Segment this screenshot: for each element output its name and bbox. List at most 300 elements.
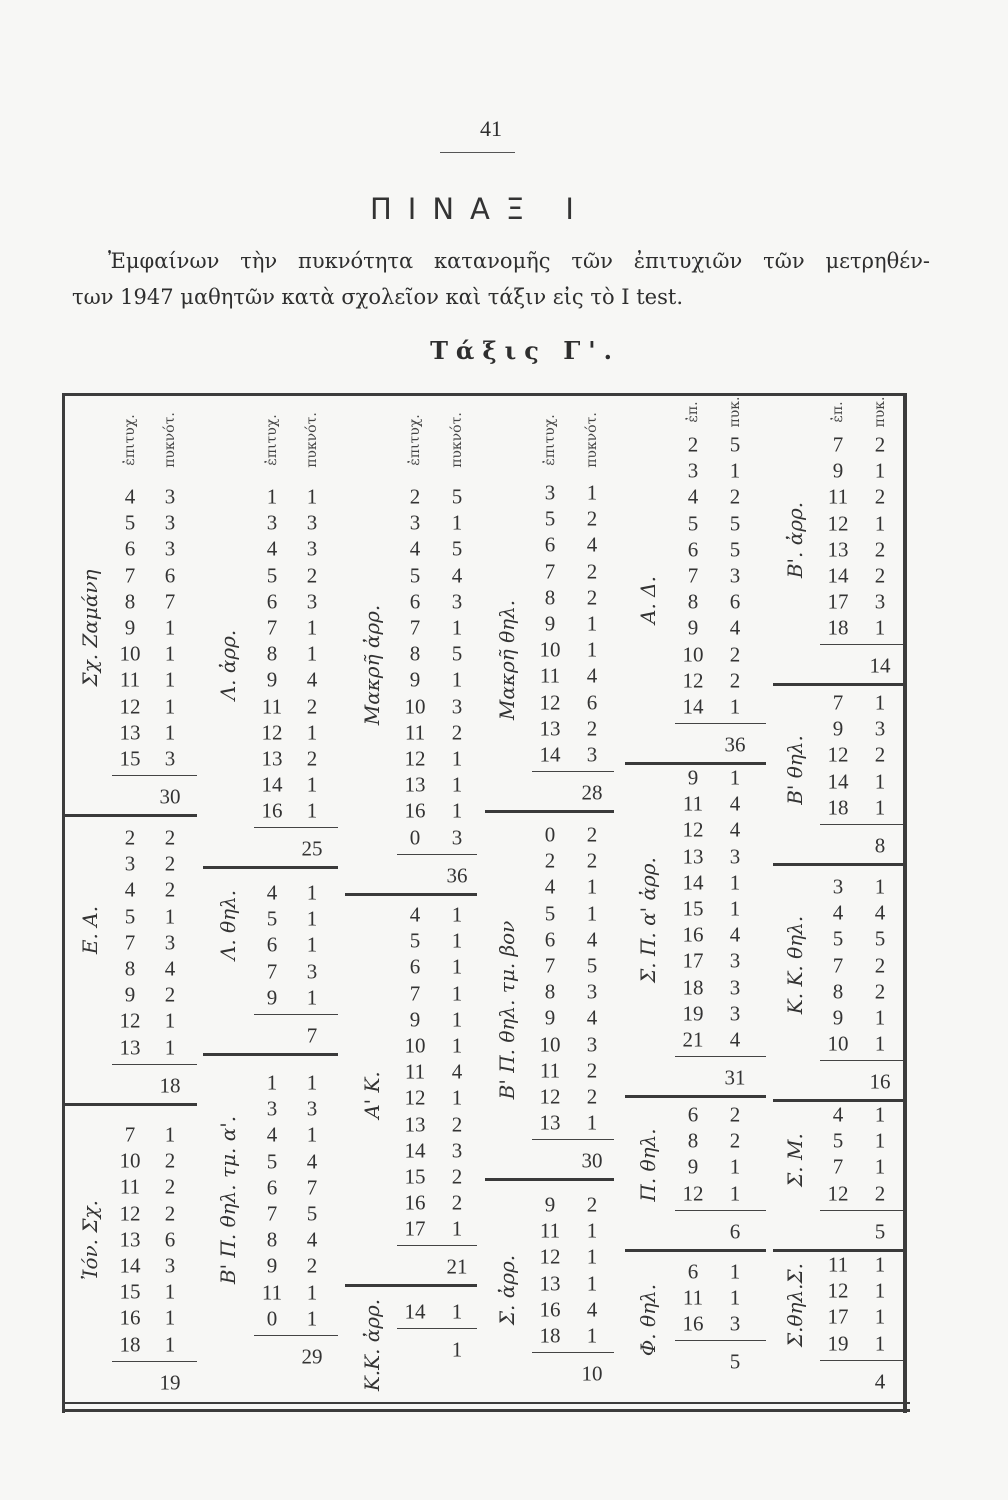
successes-value: 14 <box>682 870 704 895</box>
frequency-value: 4 <box>586 927 598 952</box>
successes-value: 12 <box>404 746 426 771</box>
frequency-value: 1 <box>164 667 176 692</box>
section-label: Ε. Α. <box>78 905 102 955</box>
successes-value: 16 <box>261 798 283 823</box>
frequency-value: 1 <box>451 667 463 692</box>
successes-value: 11 <box>404 720 426 745</box>
successes-value: 16 <box>539 1297 561 1322</box>
successes-value: 9 <box>832 458 844 483</box>
frequency-value: 3 <box>164 930 176 955</box>
frequency-value: 4 <box>451 563 463 588</box>
successes-value: 7 <box>832 690 844 715</box>
successes-value: 9 <box>544 1005 556 1030</box>
successes-value: 10 <box>539 1032 561 1057</box>
frequency-value: 2 <box>586 1192 598 1217</box>
frequency-value: 3 <box>164 536 176 561</box>
class-heading: Τάξις Γ'. <box>430 336 620 365</box>
subtotal-rule <box>820 1060 903 1061</box>
section-label: Φ. θηλ. <box>636 1283 660 1357</box>
frequency-value: 5 <box>729 537 741 562</box>
frequency-value: 1 <box>729 1285 741 1310</box>
successes-value: 7 <box>832 1154 844 1179</box>
header-successes: ἐπιτυχ. <box>407 414 423 466</box>
section-total: 25 <box>301 836 323 861</box>
header-frequency: πυκνότ. <box>449 412 465 468</box>
frequency-value: 3 <box>164 484 176 509</box>
frequency-value: 1 <box>586 1271 598 1296</box>
frequency-value: 4 <box>586 1005 598 1030</box>
successes-value: 0 <box>409 825 421 850</box>
frequency-value: 1 <box>874 795 886 820</box>
frequency-value: 3 <box>729 563 741 588</box>
frequency-value: 2 <box>306 746 318 771</box>
frequency-value: 1 <box>729 1259 741 1284</box>
section-separator <box>203 1053 338 1056</box>
header-frequency: πυκνότ. <box>162 412 178 468</box>
section-label: Λ. θηλ. <box>216 889 240 961</box>
successes-value: 12 <box>119 1008 141 1033</box>
successes-value: 5 <box>409 563 421 588</box>
frequency-value: 3 <box>164 746 176 771</box>
section-label: Κ. Κ. θηλ. <box>783 915 807 1015</box>
successes-value: 4 <box>409 536 421 561</box>
frequency-value: 3 <box>451 1138 463 1163</box>
successes-value: 7 <box>687 563 699 588</box>
subtotal-rule <box>820 824 903 825</box>
frequency-value: 1 <box>164 720 176 745</box>
successes-value: 12 <box>539 1244 561 1269</box>
successes-value: 6 <box>544 532 556 557</box>
successes-value: 14 <box>682 694 704 719</box>
section-total: 36 <box>446 863 468 888</box>
frequency-value: 3 <box>729 844 741 869</box>
section-separator <box>65 1103 197 1106</box>
section-total: 4 <box>874 1369 886 1394</box>
frequency-value: 2 <box>164 1201 176 1226</box>
successes-value: 6 <box>687 537 699 562</box>
frequency-value: 1 <box>874 769 886 794</box>
frequency-value: 1 <box>874 1031 886 1056</box>
header-successes: ἐπ. <box>830 401 846 423</box>
frequency-value: 1 <box>306 484 318 509</box>
frequency-value: 3 <box>586 1032 598 1057</box>
subtotal-rule <box>532 1352 614 1353</box>
table-left-border <box>62 393 65 1413</box>
section-label: Λ. ἀρρ. <box>216 629 240 701</box>
frequency-value: 3 <box>451 825 463 850</box>
successes-value: 11 <box>539 663 561 688</box>
successes-value: 1 <box>266 1070 278 1095</box>
page-title: ΠΙΝΑΞ Ι <box>370 192 590 226</box>
successes-value: 14 <box>261 772 283 797</box>
frequency-value: 1 <box>164 1122 176 1147</box>
section-separator <box>625 1249 766 1252</box>
frequency-value: 3 <box>874 716 886 741</box>
frequency-value: 1 <box>874 1154 886 1179</box>
successes-value: 12 <box>119 694 141 719</box>
section-label: Σ. Μ. <box>783 1133 807 1187</box>
section-label: Κ.Κ. ἀρρ. <box>360 1298 384 1392</box>
frequency-value: 1 <box>164 615 176 640</box>
page-number: 41 <box>480 116 502 141</box>
frequency-value: 2 <box>586 1058 598 1083</box>
successes-value: 9 <box>832 1005 844 1030</box>
frequency-value: 1 <box>306 798 318 823</box>
successes-value: 4 <box>266 536 278 561</box>
frequency-value: 4 <box>729 922 741 947</box>
frequency-value: 1 <box>306 1280 318 1305</box>
frequency-value: 1 <box>586 611 598 636</box>
successes-value: 8 <box>124 956 136 981</box>
frequency-value: 1 <box>451 1085 463 1110</box>
successes-value: 9 <box>124 982 136 1007</box>
frequency-value: 4 <box>586 663 598 688</box>
frequency-value: 2 <box>164 877 176 902</box>
subtotal-rule <box>397 1245 477 1246</box>
frequency-value: 3 <box>729 975 741 1000</box>
successes-value: 15 <box>404 1164 426 1189</box>
successes-value: 13 <box>539 716 561 741</box>
successes-value: 9 <box>832 716 844 741</box>
frequency-value: 2 <box>586 506 598 531</box>
frequency-value: 1 <box>306 985 318 1010</box>
successes-value: 15 <box>682 896 704 921</box>
section-separator <box>773 683 903 686</box>
frequency-value: 6 <box>164 563 176 588</box>
frequency-value: 1 <box>306 906 318 931</box>
successes-value: 12 <box>119 1201 141 1226</box>
section-total: 21 <box>446 1254 468 1279</box>
subtotal-rule <box>397 1328 477 1329</box>
successes-value: 12 <box>539 690 561 715</box>
successes-value: 8 <box>409 641 421 666</box>
frequency-value: 1 <box>451 981 463 1006</box>
frequency-value: 1 <box>586 1244 598 1269</box>
section-separator <box>485 810 614 813</box>
frequency-value: 2 <box>164 982 176 1007</box>
section-label: Α' Κ. <box>360 1071 384 1119</box>
successes-value: 17 <box>827 589 849 614</box>
frequency-value: 1 <box>306 880 318 905</box>
successes-value: 18 <box>827 795 849 820</box>
frequency-value: 2 <box>729 1102 741 1127</box>
frequency-value: 3 <box>586 979 598 1004</box>
successes-value: 10 <box>119 1148 141 1173</box>
section-separator <box>65 814 197 817</box>
frequency-value: 1 <box>874 874 886 899</box>
frequency-value: 1 <box>729 896 741 921</box>
frequency-value: 1 <box>451 1033 463 1058</box>
section-total: 8 <box>874 833 886 858</box>
frequency-value: 1 <box>874 1005 886 1030</box>
section-separator <box>773 1249 903 1252</box>
successes-value: 2 <box>409 484 421 509</box>
successes-value: 10 <box>119 641 141 666</box>
frequency-value: 5 <box>874 926 886 951</box>
frequency-value: 1 <box>586 1110 598 1135</box>
frequency-value: 3 <box>306 536 318 561</box>
frequency-value: 1 <box>874 690 886 715</box>
section-total: 28 <box>581 780 603 805</box>
successes-value: 7 <box>544 559 556 584</box>
section-label: Σ. ἀρρ. <box>495 1254 519 1326</box>
frequency-value: 5 <box>729 432 741 457</box>
successes-value: 14 <box>404 1138 426 1163</box>
successes-value: 12 <box>682 668 704 693</box>
subtotal-rule <box>820 1210 903 1211</box>
frequency-value: 1 <box>729 765 741 790</box>
successes-value: 16 <box>404 1190 426 1215</box>
successes-value: 4 <box>266 1122 278 1147</box>
section-separator <box>625 1095 766 1098</box>
frequency-value: 1 <box>164 904 176 929</box>
frequency-value: 1 <box>451 746 463 771</box>
frequency-value: 1 <box>164 1035 176 1060</box>
successes-value: 6 <box>687 1102 699 1127</box>
frequency-value: 2 <box>164 851 176 876</box>
frequency-value: 1 <box>164 641 176 666</box>
frequency-value: 3 <box>306 959 318 984</box>
section-total: 18 <box>159 1073 181 1098</box>
successes-value: 11 <box>827 484 849 509</box>
successes-value: 8 <box>832 979 844 1004</box>
frequency-value: 2 <box>874 953 886 978</box>
frequency-value: 1 <box>306 1122 318 1147</box>
successes-value: 13 <box>404 1112 426 1137</box>
successes-value: 5 <box>266 906 278 931</box>
successes-value: 2 <box>124 825 136 850</box>
section-total: 29 <box>301 1344 323 1369</box>
frequency-value: 5 <box>451 536 463 561</box>
table-right-border <box>903 393 907 1413</box>
frequency-value: 3 <box>306 510 318 535</box>
successes-value: 12 <box>261 720 283 745</box>
frequency-value: 2 <box>164 825 176 850</box>
successes-value: 17 <box>404 1216 426 1241</box>
subtotal-rule <box>820 644 903 645</box>
frequency-value: 3 <box>729 1001 741 1026</box>
successes-value: 9 <box>266 1253 278 1278</box>
frequency-value: 1 <box>874 1102 886 1127</box>
header-successes: ἐπιτυχ. <box>264 414 280 466</box>
frequency-value: 3 <box>586 742 598 767</box>
frequency-value: 1 <box>874 511 886 536</box>
frequency-value: 6 <box>164 1227 176 1252</box>
successes-value: 12 <box>682 1181 704 1206</box>
frequency-value: 1 <box>164 1332 176 1357</box>
successes-value: 9 <box>687 1154 699 1179</box>
successes-value: 13 <box>261 746 283 771</box>
section-label: Α. Δ. <box>636 576 660 624</box>
frequency-value: 4 <box>586 532 598 557</box>
frequency-value: 2 <box>586 559 598 584</box>
frequency-value: 1 <box>451 1299 463 1324</box>
frequency-value: 1 <box>451 902 463 927</box>
frequency-value: 4 <box>586 1297 598 1322</box>
frequency-value: 1 <box>729 458 741 483</box>
subtotal-rule <box>675 723 766 724</box>
successes-value: 9 <box>409 1007 421 1032</box>
section-total: 6 <box>729 1219 741 1244</box>
successes-value: 4 <box>266 880 278 905</box>
section-total: 31 <box>724 1065 746 1090</box>
section-separator <box>485 1178 614 1181</box>
frequency-value: 5 <box>586 953 598 978</box>
successes-value: 11 <box>827 1252 849 1277</box>
frequency-value: 1 <box>306 615 318 640</box>
successes-value: 11 <box>261 694 283 719</box>
successes-value: 6 <box>266 589 278 614</box>
successes-value: 7 <box>832 432 844 457</box>
frequency-value: 3 <box>164 1253 176 1278</box>
section-total: 30 <box>159 784 181 809</box>
successes-value: 13 <box>539 1271 561 1296</box>
header-successes: ἐπιτυχ. <box>542 414 558 466</box>
frequency-value: 1 <box>874 1252 886 1277</box>
intro-line-2: των 1947 μαθητῶν κατὰ σχολεῖον καὶ τάξιν εἰς τὸ I test. <box>72 285 683 309</box>
frequency-value: 1 <box>874 615 886 640</box>
successes-value: 14 <box>404 1299 426 1324</box>
successes-value: 3 <box>266 1096 278 1121</box>
successes-value: 15 <box>119 1279 141 1304</box>
frequency-value: 5 <box>451 641 463 666</box>
successes-value: 4 <box>124 877 136 902</box>
successes-value: 9 <box>544 611 556 636</box>
successes-value: 3 <box>687 458 699 483</box>
successes-value: 5 <box>832 926 844 951</box>
frequency-value: 1 <box>586 1323 598 1348</box>
section-separator <box>345 1284 477 1287</box>
header-successes: ἐπιτυχ. <box>122 414 138 466</box>
frequency-value: 1 <box>451 798 463 823</box>
frequency-value: 3 <box>306 1096 318 1121</box>
section-total: 7 <box>306 1023 318 1048</box>
frequency-value: 1 <box>306 1070 318 1095</box>
frequency-value: 2 <box>874 563 886 588</box>
frequency-value: 2 <box>729 642 741 667</box>
successes-value: 5 <box>266 1149 278 1174</box>
successes-value: 12 <box>404 1085 426 1110</box>
frequency-value: 3 <box>729 1311 741 1336</box>
frequency-value: 3 <box>164 510 176 535</box>
frequency-value: 2 <box>164 1148 176 1173</box>
section-label: Β' Π. θηλ. τμ. βον <box>495 920 519 1100</box>
frequency-value: 3 <box>729 948 741 973</box>
frequency-value: 1 <box>164 1305 176 1330</box>
successes-value: 5 <box>266 563 278 588</box>
frequency-value: 1 <box>164 1008 176 1033</box>
frequency-value: 6 <box>586 690 598 715</box>
successes-value: 7 <box>266 1201 278 1226</box>
section-total: 16 <box>869 1069 891 1094</box>
successes-value: 0 <box>266 1306 278 1331</box>
successes-value: 3 <box>544 480 556 505</box>
successes-value: 5 <box>687 511 699 536</box>
successes-value: 5 <box>124 510 136 535</box>
successes-value: 11 <box>539 1058 561 1083</box>
section-total: 5 <box>729 1349 741 1374</box>
frequency-value: 1 <box>729 694 741 719</box>
successes-value: 8 <box>124 589 136 614</box>
section-total: 1 <box>451 1337 463 1362</box>
successes-value: 21 <box>682 1027 704 1052</box>
successes-value: 9 <box>266 985 278 1010</box>
successes-value: 6 <box>266 1175 278 1200</box>
header-successes: ἐπ. <box>685 401 701 423</box>
frequency-value: 3 <box>306 589 318 614</box>
successes-value: 3 <box>124 851 136 876</box>
successes-value: 12 <box>827 1278 849 1303</box>
section-total: 36 <box>724 732 746 757</box>
frequency-value: 1 <box>451 772 463 797</box>
successes-value: 15 <box>119 746 141 771</box>
successes-value: 2 <box>544 848 556 873</box>
successes-value: 18 <box>119 1332 141 1357</box>
successes-value: 10 <box>404 1033 426 1058</box>
successes-value: 13 <box>404 772 426 797</box>
frequency-value: 1 <box>306 1306 318 1331</box>
section-label: Π. θηλ. <box>636 1128 660 1202</box>
frequency-value: 1 <box>306 772 318 797</box>
frequency-value: 1 <box>874 1331 886 1356</box>
frequency-value: 6 <box>729 589 741 614</box>
subtotal-rule <box>254 827 338 828</box>
frequency-value: 4 <box>306 1149 318 1174</box>
frequency-value: 2 <box>451 1164 463 1189</box>
subtotal-rule <box>112 1361 197 1362</box>
frequency-value: 1 <box>451 510 463 535</box>
header-frequency: πυκ. <box>872 396 888 428</box>
successes-value: 10 <box>682 642 704 667</box>
successes-value: 12 <box>539 1084 561 1109</box>
successes-value: 11 <box>119 1174 141 1199</box>
frequency-value: 2 <box>586 822 598 847</box>
frequency-value: 3 <box>451 694 463 719</box>
intro-line-1: Ἐμφαίνων τὴν πυκνότητα κατανομῆς τῶν ἐπιτυχιῶν τῶν μετρηθέν- <box>108 249 930 273</box>
frequency-value: 3 <box>874 589 886 614</box>
successes-value: 13 <box>119 720 141 745</box>
frequency-value: 3 <box>451 589 463 614</box>
frequency-value: 1 <box>306 932 318 957</box>
section-total: 10 <box>581 1361 603 1386</box>
successes-value: 4 <box>832 1102 844 1127</box>
frequency-value: 1 <box>586 480 598 505</box>
successes-value: 6 <box>544 927 556 952</box>
successes-value: 18 <box>539 1323 561 1348</box>
frequency-value: 2 <box>874 1181 886 1206</box>
successes-value: 13 <box>539 1110 561 1135</box>
successes-value: 7 <box>266 615 278 640</box>
frequency-value: 4 <box>306 667 318 692</box>
successes-value: 5 <box>124 904 136 929</box>
frequency-value: 2 <box>586 585 598 610</box>
frequency-value: 1 <box>729 870 741 895</box>
successes-value: 7 <box>409 981 421 1006</box>
frequency-value: 7 <box>306 1175 318 1200</box>
successes-value: 12 <box>827 1181 849 1206</box>
frequency-value: 2 <box>306 694 318 719</box>
successes-value: 6 <box>409 589 421 614</box>
section-label: Β'. ἀρρ. <box>783 501 807 579</box>
frequency-value: 2 <box>729 484 741 509</box>
frequency-value: 1 <box>586 901 598 926</box>
successes-value: 2 <box>687 432 699 457</box>
successes-value: 10 <box>827 1031 849 1056</box>
successes-value: 14 <box>119 1253 141 1278</box>
successes-value: 9 <box>544 1192 556 1217</box>
successes-value: 4 <box>832 900 844 925</box>
subtotal-rule <box>675 1056 766 1057</box>
